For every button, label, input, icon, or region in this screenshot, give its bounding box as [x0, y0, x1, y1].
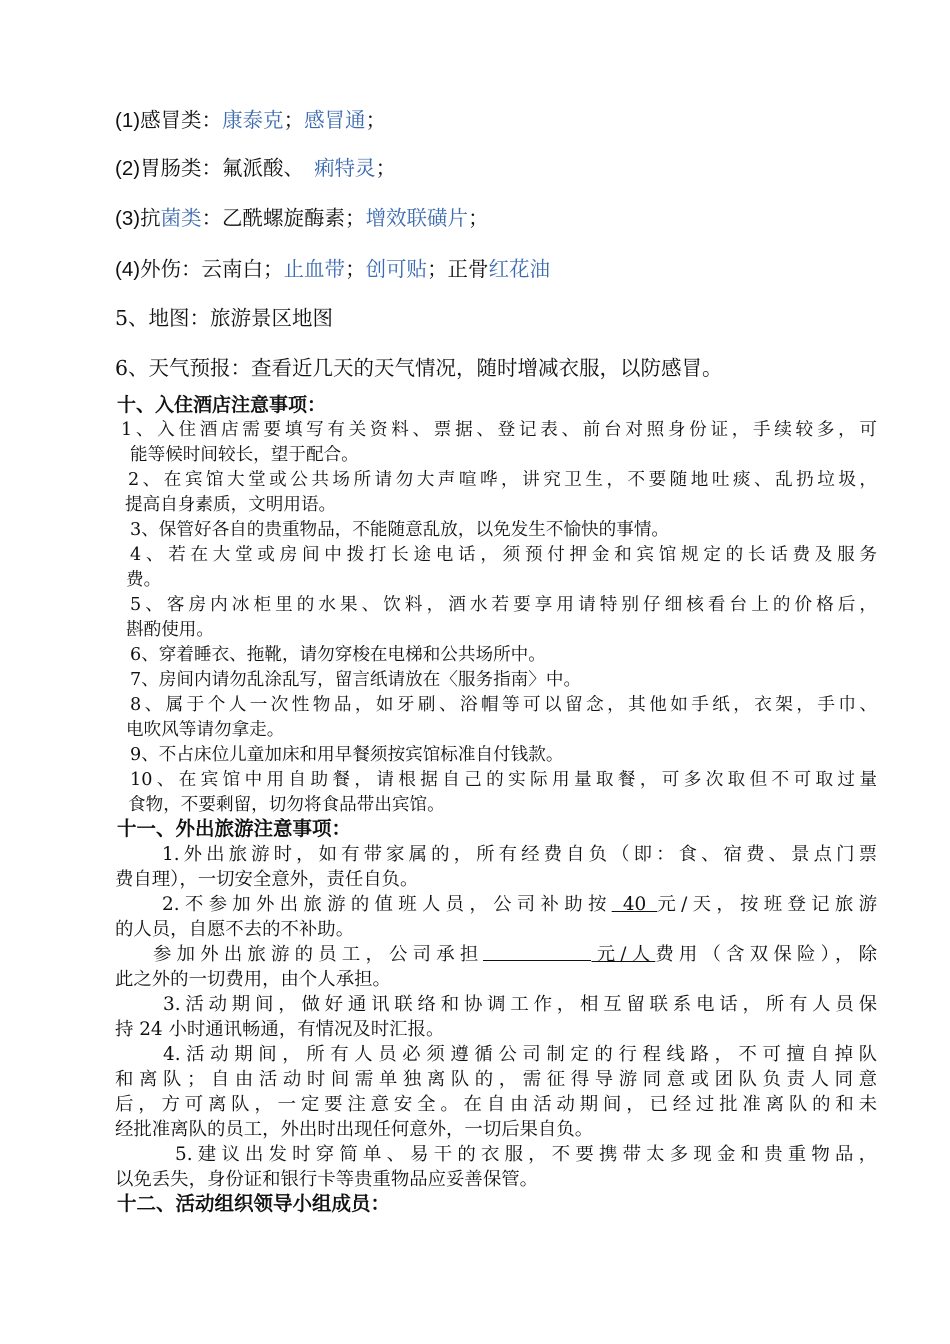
map-line: 5、地图：旅游景区地图: [115, 306, 334, 330]
medicine-anti-line: (3)抗菌类：乙酰螺旋酶素；增效联磺片；: [115, 206, 489, 230]
hotel-item-7: 7、房间内请勿乱涂乱写，留言纸请放在〈服务指南〉中。: [130, 670, 582, 690]
hotel-item-4: 4、若在大堂或房间中拨打长途电话，须预付押金和宾馆规定的长话费及服务 费。: [126, 545, 877, 590]
subsidy-amount: 40: [611, 894, 658, 915]
medicine-link: 感冒通: [304, 108, 366, 132]
cost-blank: [483, 942, 591, 961]
hotel-item-3: 3、保管好各自的贵重物品，不能随意乱放，以免发生不愉快的事情。: [130, 520, 670, 540]
medicine-link: 康泰克: [222, 108, 284, 132]
medicine-link: 创可贴: [365, 257, 428, 281]
medicine-link: 痢特灵: [314, 156, 376, 180]
travel-item-5: 5.建议出发时穿简单、易干的衣服，不要携带太多现金和贵重物品， 以免丢失，身份证和银行卡等贵重物品应妥善保管。: [115, 1144, 877, 1190]
hotel-item-10: 10、在宾馆中用自助餐，请根据自己的实际用量取餐，可多次取但不可取过量 食物，不要剩留，切勿将食品带出宾馆。: [128, 770, 877, 815]
medicine-cold-line: (1)感冒类：康泰克；感冒通；: [115, 108, 387, 132]
travel-item-4: 4.活动期间，所有人员必须遵循公司制定的行程线路，不可擅自掉队 和离队；自由活动时间需单独离队的，需征得导游同意或团队负责人同意 后，方可离队，一定要注意安全。在自由活动期间，已经过批准离队的和未 经批准离队的员工，外出时出现任何意外，一切后果自负。: [115, 1044, 877, 1140]
weather-line: 6、天气预报：查看近几天的天气情况，随时增减衣服，以防感冒。: [115, 356, 723, 380]
hotel-heading: 十、入住酒店注意事项：: [117, 394, 327, 416]
medicine-link: 红花油: [488, 257, 551, 281]
travel-heading: 十一、外出旅游注意事项：: [117, 817, 352, 840]
hotel-item-5: 5、客房内冰柜里的水果、饮料，酒水若要享用请特别仔细核看台上的价格后， 斟酌使用。: [126, 595, 877, 640]
hotel-item-6: 6、穿着睡衣、拖靴，请勿穿梭在电梯和公共场所中。: [130, 645, 546, 665]
travel-item-2: 2.不参加外出旅游的值班人员，公司补助按 40 元/天，按班登记旅游 的人员，自愿不去的不补助。: [115, 894, 877, 940]
leaders-heading: 十二、活动组织领导小组成员：: [117, 1192, 391, 1215]
hotel-item-8: 8、属于个人一次性物品，如牙刷、浴帽等可以留念，其他如手纸，衣架，手巾、 电吹风等请勿拿走。: [126, 695, 877, 740]
medicine-link: 止血带: [283, 257, 346, 281]
hotel-item-1: 1、入住酒店需要填写有关资料、票据、登记表、前台对照身份证，手续较多，可 能等候时间较长，望于配合。: [121, 420, 877, 465]
travel-item-1: 1.外出旅游时，如有带家属的，所有经费自负（即：食、宿费、景点门票 费自理），一切安全意外，责任自负。: [115, 844, 877, 890]
hotel-item-2: 2、在宾馆大堂或公共场所请勿大声喧哗，讲究卫生，不要随地吐痰、乱扔垃圾， 提高自身素质，文明用语。: [125, 470, 877, 515]
medicine-wound-line: (4)外伤：云南白；止血带；创可贴；正骨红花油: [115, 257, 551, 281]
travel-item-3: 3.活动期间，做好通讯联络和协调工作，相互留联系电话，所有人员保 持 24 小时通讯畅通，有情况及时汇报。: [115, 994, 877, 1040]
hotel-item-9: 9、不占床位儿童加床和用早餐须按宾馆标准自付钱款。: [130, 745, 564, 765]
medicine-gut-line: (2)胃肠类：氟派酸、 痢特灵；: [115, 156, 397, 180]
medicine-link: 增效联磺片: [365, 206, 469, 230]
travel-cost-line: 参加外出旅游的员工，公司承担 元/人费用（含双保险），除 此之外的一切费用，由个人承担。: [115, 944, 877, 990]
